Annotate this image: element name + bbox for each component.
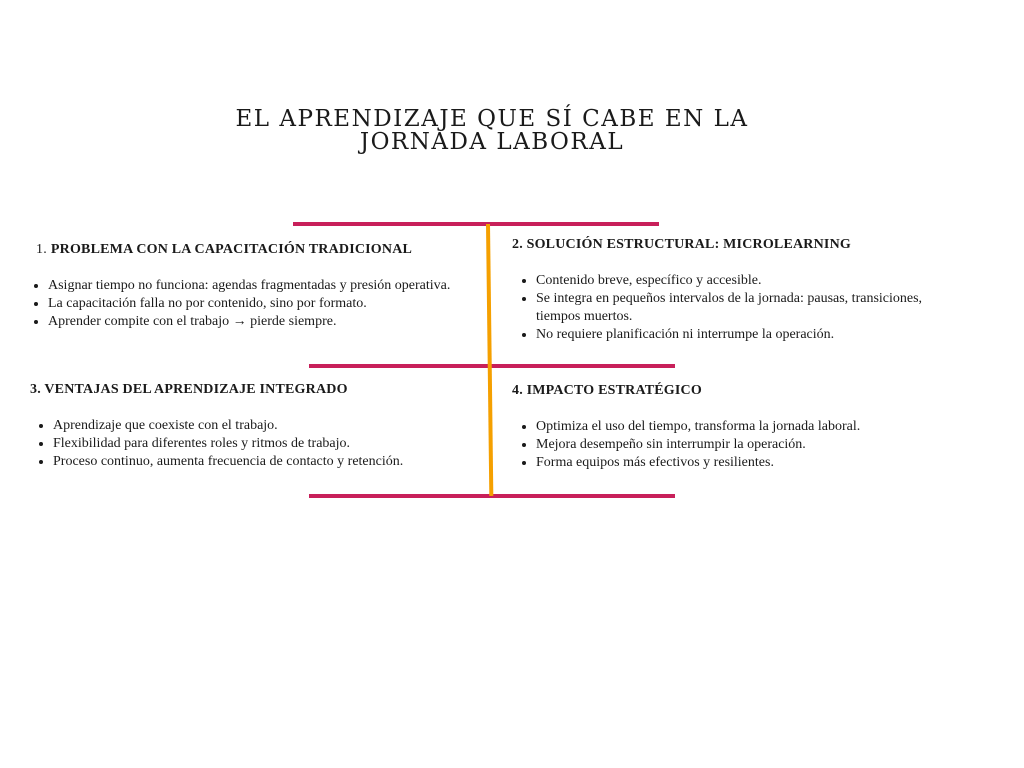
list-item: • No requiere planificación ni interrumpe la operación. [536, 326, 946, 344]
top-divider [293, 222, 659, 226]
list-item: • Aprendizaje que coexiste con el trabajo. [53, 417, 513, 435]
list-item: • Se integra en pequeños intervalos de la jornada: pausas, transiciones, tiempos muertos. [536, 290, 946, 326]
page-title [192, 108, 792, 154]
section-1-number: 1. [36, 242, 47, 257]
list-item: • Asignar tiempo no funciona: agendas fragmentadas y presión operativa. [48, 277, 498, 295]
section-4-heading: 4. IMPACTO ESTRATÉGICO [512, 383, 702, 398]
title-line-1: EL APRENDIZAJE QUE SÍ CABE EN LA [235, 106, 749, 132]
list-item: • Aprender compite con el trabajo → pierde siempre. [48, 313, 498, 331]
section-1-list [30, 277, 498, 331]
list-item: • Forma equipos más efectivos y resilientes. [536, 454, 986, 472]
section-3-list [35, 417, 513, 471]
section-1-heading [36, 242, 412, 258]
list-item: • Proceso continuo, aumenta frecuencia de contacto y retención. [53, 453, 513, 471]
middle-divider [309, 364, 675, 368]
list-item: • Mejora desempeño sin interrumpir la operación. [536, 436, 986, 454]
list-item: • Optimiza el uso del tiempo, transforma la jornada laboral. [536, 418, 986, 436]
section-1-title: PROBLEMA CON LA CAPACITACIÓN TRADICIONAL [50, 242, 413, 257]
section-2-heading: 2. SOLUCIÓN ESTRUCTURAL: MICROLEARNING [512, 237, 851, 252]
title-line-2: JORNADA LABORAL [359, 129, 625, 155]
section-3-heading: 3. VENTAJAS DEL APRENDIZAJE INTEGRADO [30, 382, 348, 397]
list-item: • Contenido breve, específico y accesible. [536, 272, 946, 290]
section-4-list [518, 418, 986, 472]
list-item: • La capacitación falla no por contenido, sino por formato. [48, 295, 498, 313]
section-2-list [518, 272, 946, 344]
list-item: • Flexibilidad para diferentes roles y ritmos de trabajo. [53, 435, 513, 453]
